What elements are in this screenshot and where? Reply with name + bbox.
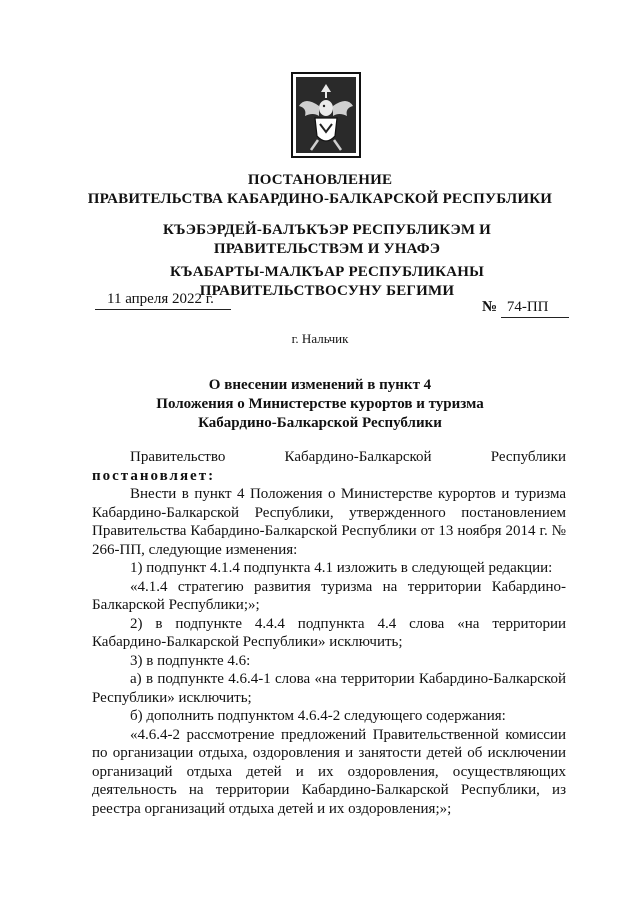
number-value: 74-ПП (501, 297, 569, 318)
title-line-3: Кабардино-Балкарской Республики (198, 415, 442, 431)
coat-of-arms-icon (291, 72, 361, 158)
document-title (0, 376, 640, 433)
paragraph-intro: Внести в пункт 4 Положения о Министерстве курортов и туризма Кабардино-Балкарской Республики, утвержденного постановлением Правительства Кабардино-Балкарской Республики от 13 ноября 2014 г. № 266-ПП, следующие изменения: (92, 486, 566, 558)
item-3: 3) в подпункте 4.6: (130, 652, 251, 669)
document-date: 11 апреля 2022 г. (95, 289, 231, 310)
item-1-text: «4.1.4 стратегию развития туризма на территории Кабардино-Балкарской Республики;»; (92, 578, 566, 613)
item-3a: а) в подпункте 4.6.4-1 слова «на территории Кабардино-Балкарской Республики» исключить; (92, 671, 566, 706)
document-number (482, 297, 569, 318)
item-2: 2) в подпункте 4.4.4 подпункта 4.4 слова «на территории Кабардино-Балкарской Республики» исключить; (92, 615, 566, 650)
preamble: Правительство Кабардино-Балкарской Республики (130, 449, 566, 465)
issuer-kabardian: КЪЭБЭРДЕЙ-БАЛЪКЪЭР РЕСПУБЛИКЭМ И ПРАВИТЕЛЬСТВЭМ И УНАФЭ (162, 222, 492, 257)
document-type: ПОСТАНОВЛЕНИЕ (247, 172, 393, 188)
number-sign: № (482, 299, 498, 315)
document-body (92, 448, 566, 818)
city: г. Нальчик (291, 331, 349, 346)
item-3b: б) дополнить подпунктом 4.6.4-2 следующего содержания: (130, 708, 506, 724)
title-line-1: О внесении изменений в пункт 4 (208, 377, 432, 393)
item-1: 1) подпункт 4.1.4 подпункта 4.1 изложить в следующей редакции: (130, 560, 553, 576)
title-line-2: Положения о Министерстве курортов и туризма (156, 396, 484, 412)
item-3b-text: «4.6.4-2 рассмотрение предложений Правительственной комиссии по организации отдыха, оздоровления и занятости детей об исключении организаций отдыха детей и их оздоровления, осуществляющих деятельность на территории Кабардино-Балкарской Республики, из реестра организаций отдыха детей и их оздоровления;»; (92, 726, 566, 817)
issuer-balkar: КЪАБАРТЫ-МАЛКЪАР РЕСПУБЛИКАНЫ ПРАВИТЕЛЬСТВОСУНУ БЕГИМИ (169, 264, 485, 299)
decree-word: постановляет: (92, 467, 216, 484)
issuer-russian: ПРАВИТЕЛЬСТВА КАБАРДИНО-БАЛКАРСКОЙ РЕСПУБЛИКИ (87, 191, 553, 207)
